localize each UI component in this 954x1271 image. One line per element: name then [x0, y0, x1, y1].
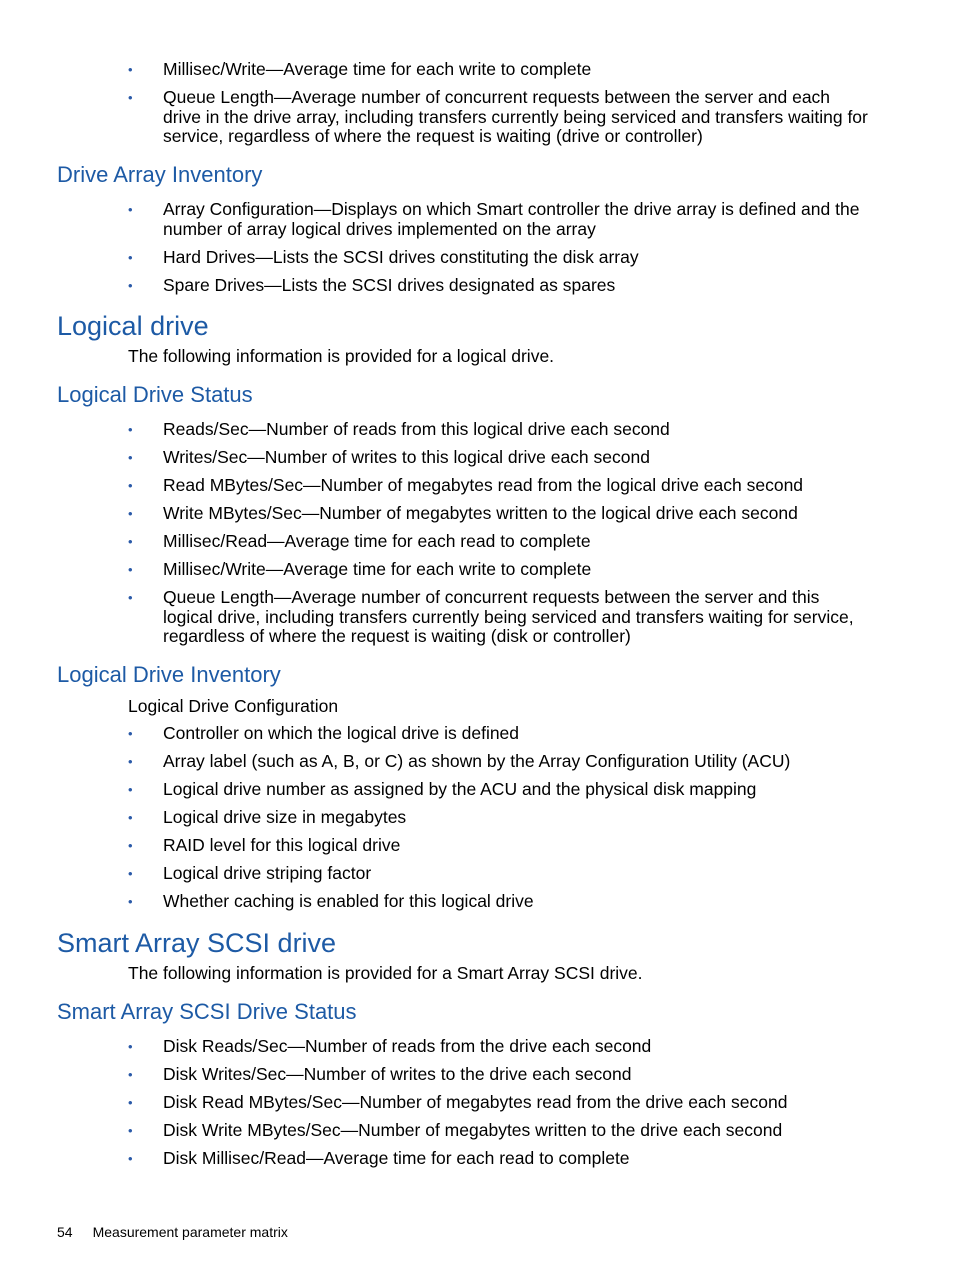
list-item	[0, 1149, 954, 1169]
logical-drive-inventory-list	[0, 724, 954, 920]
list-item	[0, 504, 954, 524]
bullet-icon: •	[128, 726, 133, 741]
bullet-icon: •	[128, 1039, 133, 1054]
list-item-text: Millisec/Write—Average time for each write to complete	[163, 559, 592, 579]
bullet-icon: •	[128, 422, 133, 437]
page-footer	[57, 1223, 288, 1241]
list-item	[0, 588, 954, 647]
list-item	[0, 836, 954, 856]
heading-logical-drive: Logical drive	[57, 311, 209, 341]
bullet-icon: •	[128, 894, 133, 909]
list-item	[0, 476, 954, 496]
logical-drive-status-list	[0, 420, 954, 655]
smart-array-scsi-drive-intro: The following information is provided for a Smart Array SCSI drive.	[128, 963, 643, 983]
bullet-icon: •	[128, 1067, 133, 1082]
list-item-text: Reads/Sec—Number of reads from this logical drive each second	[163, 419, 670, 439]
list-item-text: Array label (such as A, B, or C) as shown by the Array Configuration Utility (ACU)	[163, 751, 791, 771]
list-item	[0, 1093, 954, 1113]
logical-drive-configuration-label: Logical Drive Configuration	[128, 696, 339, 716]
list-item-text: Disk Reads/Sec—Number of reads from the drive each second	[163, 1036, 652, 1056]
bullet-icon: •	[128, 1123, 133, 1138]
list-item	[0, 248, 954, 268]
list-item	[0, 724, 954, 744]
list-item-text: Read MBytes/Sec—Number of megabytes read from the logical drive each second	[163, 475, 804, 495]
bullet-icon: •	[128, 534, 133, 549]
list-item-text: Writes/Sec—Number of writes to this logical drive each second	[163, 447, 650, 467]
list-item-text: Array Configuration—Displays on which Smart controller the drive array is defined and the number of array logical drives implemented on the array	[163, 199, 860, 239]
bullet-icon: •	[128, 277, 133, 293]
bullet-icon: •	[128, 810, 133, 825]
list-item	[0, 560, 954, 580]
bullet-icon: •	[128, 249, 133, 265]
list-item	[0, 752, 954, 772]
list-item-text: RAID level for this logical drive	[163, 835, 401, 855]
list-item	[0, 1037, 954, 1057]
bullet-icon: •	[128, 866, 133, 881]
bullet-icon: •	[128, 1151, 133, 1166]
list-item-text: Disk Millisec/Read—Average time for each read to complete	[163, 1148, 630, 1168]
bullet-icon: •	[128, 754, 133, 769]
list-item	[0, 200, 954, 239]
list-item	[0, 532, 954, 552]
list-item-text: Controller on which the logical drive is defined	[163, 723, 520, 743]
list-item	[0, 864, 954, 884]
bullet-icon: •	[128, 562, 133, 577]
list-item	[0, 808, 954, 828]
heading-smart-array-scsi-drive: Smart Array SCSI drive	[57, 928, 337, 958]
bullet-icon: •	[128, 590, 133, 605]
list-item-text: Write MBytes/Sec—Number of megabytes written to the logical drive each second	[163, 503, 798, 523]
list-item-text: Millisec/Read—Average time for each read to complete	[163, 531, 591, 551]
bullet-icon: •	[128, 478, 133, 493]
bullet-icon: •	[128, 506, 133, 521]
list-item-text: Millisec/Write—Average time for each write to complete	[163, 59, 592, 79]
list-item-text: Disk Read MBytes/Sec—Number of megabytes read from the drive each second	[163, 1092, 788, 1112]
list-item-text: Logical drive striping factor	[163, 863, 372, 883]
heading-drive-array-inventory: Drive Array Inventory	[57, 162, 263, 187]
bullet-icon: •	[128, 838, 133, 853]
page-number: 54	[57, 1224, 73, 1240]
bullet-icon: •	[128, 450, 133, 465]
drive-array-inventory-list	[0, 200, 954, 304]
list-item-text: Logical drive number as assigned by the ACU and the physical disk mapping	[163, 779, 757, 799]
list-item-text: Queue Length—Average number of concurrent requests between the server and this logical drive, including transfers currently being serviced and transfers waiting for service, regardless of where the request is waiting (disk or controller)	[163, 587, 854, 646]
list-item-text: Queue Length—Average number of concurrent requests between the server and each drive in the drive array, including transfers currently being serviced and transfers waiting for service, regardless of where the request is waiting (drive or controller)	[163, 87, 868, 146]
list-item	[0, 88, 954, 147]
list-item	[0, 780, 954, 800]
list-item	[0, 448, 954, 468]
list-item	[0, 1065, 954, 1085]
heading-smart-array-scsi-drive-status: Smart Array SCSI Drive Status	[57, 999, 357, 1024]
footer-section-title: Measurement parameter matrix	[92, 1224, 288, 1240]
logical-drive-intro: The following information is provided for a logical drive.	[128, 346, 555, 366]
list-item-text: Whether caching is enabled for this logical drive	[163, 891, 534, 911]
heading-logical-drive-status: Logical Drive Status	[57, 382, 253, 407]
bullet-icon: •	[128, 202, 133, 217]
list-item	[0, 1121, 954, 1141]
bullet-icon: •	[128, 90, 133, 105]
list-item-text: Disk Write MBytes/Sec—Number of megabytes written to the drive each second	[163, 1120, 783, 1140]
bullet-icon: •	[128, 1095, 133, 1110]
bullet-icon: •	[128, 782, 133, 797]
list-item-text: Hard Drives—Lists the SCSI drives constituting the disk array	[163, 246, 639, 267]
bullet-icon: •	[128, 62, 133, 77]
list-item-text: Disk Writes/Sec—Number of writes to the drive each second	[163, 1064, 632, 1084]
list-item	[0, 420, 954, 440]
list-item	[0, 276, 954, 296]
list-item-text: Logical drive size in megabytes	[163, 807, 407, 827]
list-item	[0, 60, 954, 80]
heading-logical-drive-inventory: Logical Drive Inventory	[57, 662, 281, 687]
top-bullet-list	[0, 60, 954, 155]
list-item	[0, 892, 954, 912]
list-item-text: Spare Drives—Lists the SCSI drives designated as spares	[163, 274, 616, 295]
smart-array-scsi-drive-status-list	[0, 1037, 954, 1177]
